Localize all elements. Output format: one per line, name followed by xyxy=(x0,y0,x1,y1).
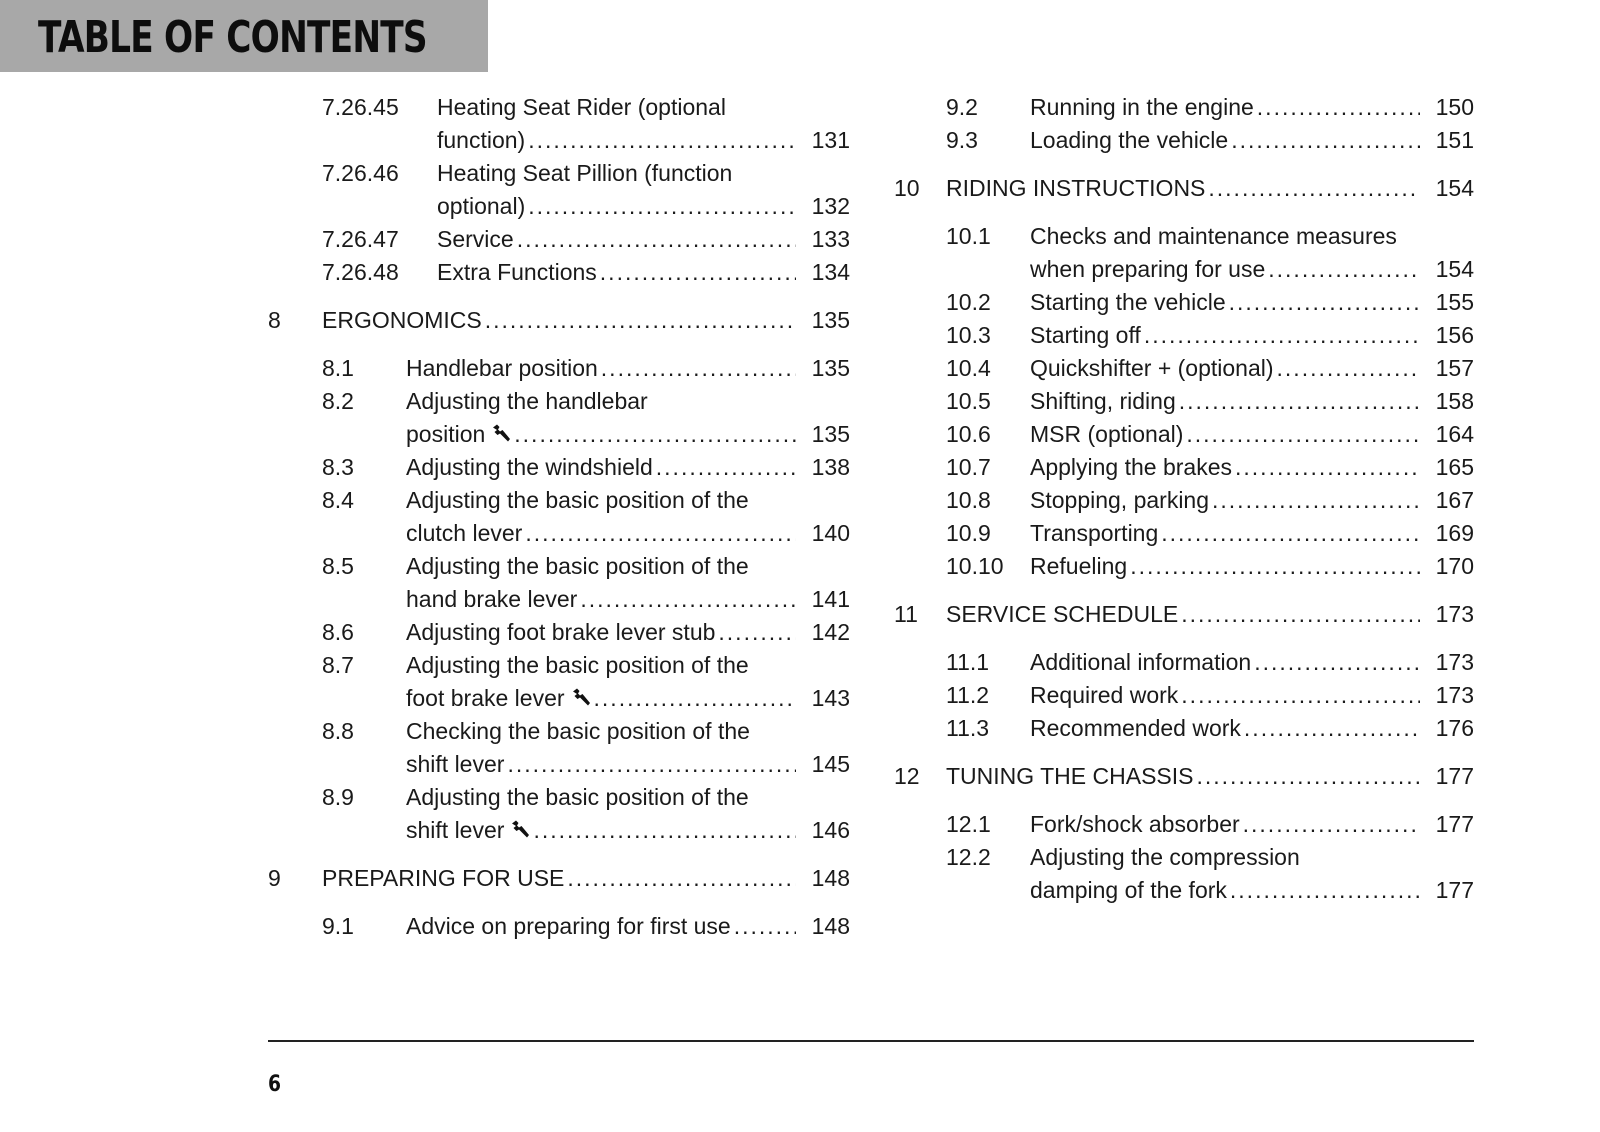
section-title: Quickshifter + (optional) xyxy=(1030,355,1274,381)
dot-leader xyxy=(600,257,796,287)
section-number: 11.2 xyxy=(946,682,990,708)
section-title: clutch lever xyxy=(406,520,523,546)
dot-leader xyxy=(528,191,796,221)
section-number: 7.26.48 xyxy=(322,259,399,285)
section-title: Recommended work xyxy=(1030,715,1241,741)
page-ref[interactable]: 143 xyxy=(811,685,850,711)
dot-leader xyxy=(485,305,796,335)
section-number: 9 xyxy=(268,865,281,891)
section-number: 10.5 xyxy=(946,388,991,414)
page-ref[interactable]: 148 xyxy=(811,865,850,891)
section-title: Applying the brakes xyxy=(1030,454,1233,480)
section-number: 7.26.46 xyxy=(322,160,399,186)
page-ref[interactable]: 132 xyxy=(811,193,850,219)
section-number: 8.6 xyxy=(322,619,354,645)
dot-leader xyxy=(1257,92,1420,122)
dot-leader xyxy=(656,452,796,482)
dot-leader xyxy=(533,815,796,845)
page-ref[interactable]: 177 xyxy=(1435,763,1474,789)
page-number: 6 xyxy=(268,1072,282,1097)
section-title: Adjusting the basic position of the xyxy=(406,553,749,579)
section-title: Heating Seat Pillion (function xyxy=(437,160,733,186)
wrench-icon xyxy=(571,683,591,701)
section-title: PREPARING FOR USE xyxy=(322,865,565,891)
page-ref[interactable]: 154 xyxy=(1435,256,1474,282)
dot-leader xyxy=(507,749,796,779)
dot-leader xyxy=(528,125,796,155)
dot-leader xyxy=(1212,485,1420,515)
section-number: 10.9 xyxy=(946,520,991,546)
page-ref[interactable]: 140 xyxy=(811,520,850,546)
page-title: TABLE OF CONTENTS xyxy=(38,12,427,63)
section-title: Transporting xyxy=(1030,520,1159,546)
section-title: Additional information xyxy=(1030,649,1252,675)
wrench-icon xyxy=(510,815,530,833)
page-ref[interactable]: 164 xyxy=(1435,421,1474,447)
dot-leader xyxy=(1197,761,1421,791)
section-title: Adjusting the basic position of the xyxy=(406,784,749,810)
page-ref[interactable]: 156 xyxy=(1435,322,1474,348)
section-number: 11.1 xyxy=(946,649,990,675)
section-number: 10.10 xyxy=(946,553,1004,579)
section-number: 11 xyxy=(894,601,918,627)
section-title: TUNING THE CHASSIS xyxy=(946,763,1194,789)
section-title: foot brake lever xyxy=(406,685,565,711)
page-ref[interactable]: 177 xyxy=(1435,877,1474,903)
section-title: Adjusting the compression xyxy=(1030,844,1300,870)
dot-leader xyxy=(1229,287,1420,317)
section-number: 8 xyxy=(268,307,281,333)
section-number: 10.2 xyxy=(946,289,991,315)
section-title: Shifting, riding xyxy=(1030,388,1176,414)
section-title: Adjusting the handlebar xyxy=(406,388,648,414)
page-ref[interactable]: 135 xyxy=(811,421,850,447)
page-ref[interactable]: 169 xyxy=(1435,520,1474,546)
dot-leader xyxy=(1161,518,1420,548)
section-title: hand brake lever xyxy=(406,586,578,612)
section-number: 8.7 xyxy=(322,652,354,678)
section-title: Extra Functions xyxy=(437,259,597,285)
dot-leader xyxy=(1208,173,1420,203)
dot-leader xyxy=(1268,254,1420,284)
dot-leader xyxy=(1254,647,1420,677)
section-title: SERVICE SCHEDULE xyxy=(946,601,1179,627)
section-title: function) xyxy=(437,127,526,153)
section-title: when preparing for use xyxy=(1030,256,1266,282)
section-title: Checks and maintenance measures xyxy=(1030,223,1397,249)
section-title: MSR (optional) xyxy=(1030,421,1184,447)
section-title: optional) xyxy=(437,193,526,219)
section-number: 12 xyxy=(894,763,920,789)
section-number: 10.7 xyxy=(946,454,991,480)
page-ref[interactable]: 176 xyxy=(1435,715,1474,741)
header-bar xyxy=(0,0,488,72)
page-ref[interactable]: 173 xyxy=(1435,682,1474,708)
page-ref[interactable]: 131 xyxy=(811,127,850,153)
page-ref[interactable]: 135 xyxy=(811,307,850,333)
section-title: Advice on preparing for first use xyxy=(406,913,731,939)
dot-leader xyxy=(1144,320,1420,350)
page-ref[interactable]: 154 xyxy=(1435,175,1474,201)
section-title: Heating Seat Rider (optional xyxy=(437,94,726,120)
section-number: 8.9 xyxy=(322,784,354,810)
dot-leader xyxy=(1130,551,1420,581)
section-number: 9.1 xyxy=(322,913,354,939)
dot-leader xyxy=(567,863,796,893)
section-number: 8.3 xyxy=(322,454,354,480)
page-ref[interactable]: 145 xyxy=(811,751,850,777)
wrench-icon xyxy=(491,419,511,437)
section-title: Handlebar position xyxy=(406,355,598,381)
page-ref[interactable]: 158 xyxy=(1435,388,1474,414)
dot-leader xyxy=(1181,680,1420,710)
section-number: 12.1 xyxy=(946,811,991,837)
section-number: 8.8 xyxy=(322,718,354,744)
page-ref[interactable]: 170 xyxy=(1435,553,1474,579)
section-number: 10.3 xyxy=(946,322,991,348)
page-ref[interactable]: 133 xyxy=(811,226,850,252)
dot-leader xyxy=(1235,452,1420,482)
page-ref[interactable]: 155 xyxy=(1435,289,1474,315)
page-ref[interactable]: 167 xyxy=(1435,487,1474,513)
section-title: Required work xyxy=(1030,682,1179,708)
section-number: 7.26.45 xyxy=(322,94,399,120)
section-title: Adjusting the basic position of the xyxy=(406,487,749,513)
section-number: 8.2 xyxy=(322,388,354,414)
page-ref[interactable]: 146 xyxy=(811,817,850,843)
section-title: Starting the vehicle xyxy=(1030,289,1226,315)
page-ref[interactable]: 135 xyxy=(811,355,850,381)
section-title: Adjusting foot brake lever stub xyxy=(406,619,716,645)
section-title: position xyxy=(406,421,486,447)
dot-leader xyxy=(580,584,796,614)
section-number: 10.8 xyxy=(946,487,991,513)
section-number: 10.4 xyxy=(946,355,991,381)
dot-leader xyxy=(1231,125,1420,155)
section-title: Adjusting the basic position of the xyxy=(406,652,749,678)
dot-leader xyxy=(594,683,796,713)
section-number: 9.2 xyxy=(946,94,978,120)
page-ref[interactable]: 173 xyxy=(1435,649,1474,675)
section-title: ERGONOMICS xyxy=(322,307,482,333)
section-number: 9.3 xyxy=(946,127,978,153)
section-title: shift lever xyxy=(406,751,505,777)
section-title: Adjusting the windshield xyxy=(406,454,653,480)
section-number: 12.2 xyxy=(946,844,991,870)
section-number: 10.6 xyxy=(946,421,991,447)
page-ref[interactable]: 150 xyxy=(1435,94,1474,120)
dot-leader xyxy=(1179,386,1420,416)
dot-leader xyxy=(1230,875,1420,905)
dot-leader xyxy=(517,224,796,254)
section-title: Loading the vehicle xyxy=(1030,127,1229,153)
section-title: Stopping, parking xyxy=(1030,487,1210,513)
dot-leader xyxy=(1186,419,1420,449)
section-number: 10.1 xyxy=(946,223,991,249)
page-ref[interactable]: 177 xyxy=(1435,811,1474,837)
section-title: Fork/shock absorber xyxy=(1030,811,1240,837)
dot-leader xyxy=(1181,599,1420,629)
section-number: 8.5 xyxy=(322,553,354,579)
page-ref[interactable]: 173 xyxy=(1435,601,1474,627)
section-number: 8.1 xyxy=(322,355,354,381)
section-title: Checking the basic position of the xyxy=(406,718,750,744)
section-title: shift lever xyxy=(406,817,505,843)
dot-leader xyxy=(718,617,796,647)
section-title: Starting off xyxy=(1030,322,1141,348)
page-ref[interactable]: 138 xyxy=(811,454,850,480)
page-ref[interactable]: 157 xyxy=(1435,355,1474,381)
dot-leader xyxy=(1277,353,1420,383)
section-number: 11.3 xyxy=(946,715,990,741)
section-title: Running in the engine xyxy=(1030,94,1254,120)
page-ref[interactable]: 165 xyxy=(1435,454,1474,480)
dot-leader xyxy=(525,518,796,548)
dot-leader xyxy=(601,353,796,383)
page-ref[interactable]: 134 xyxy=(811,259,850,285)
dot-leader xyxy=(1243,809,1420,839)
page-ref[interactable]: 142 xyxy=(811,619,850,645)
section-title: damping of the fork xyxy=(1030,877,1227,903)
section-title: Service xyxy=(437,226,514,252)
section-number: 8.4 xyxy=(322,487,354,513)
page-ref[interactable]: 148 xyxy=(811,913,850,939)
section-title: RIDING INSTRUCTIONS xyxy=(946,175,1206,201)
section-number: 7.26.47 xyxy=(322,226,399,252)
section-title: Refueling xyxy=(1030,553,1128,579)
page-ref[interactable]: 141 xyxy=(811,586,850,612)
dot-leader xyxy=(1244,713,1420,743)
dot-leader xyxy=(734,911,796,941)
footer-divider xyxy=(268,1040,1474,1042)
section-number: 10 xyxy=(894,175,920,201)
dot-leader xyxy=(514,419,796,449)
page-ref[interactable]: 151 xyxy=(1435,127,1474,153)
